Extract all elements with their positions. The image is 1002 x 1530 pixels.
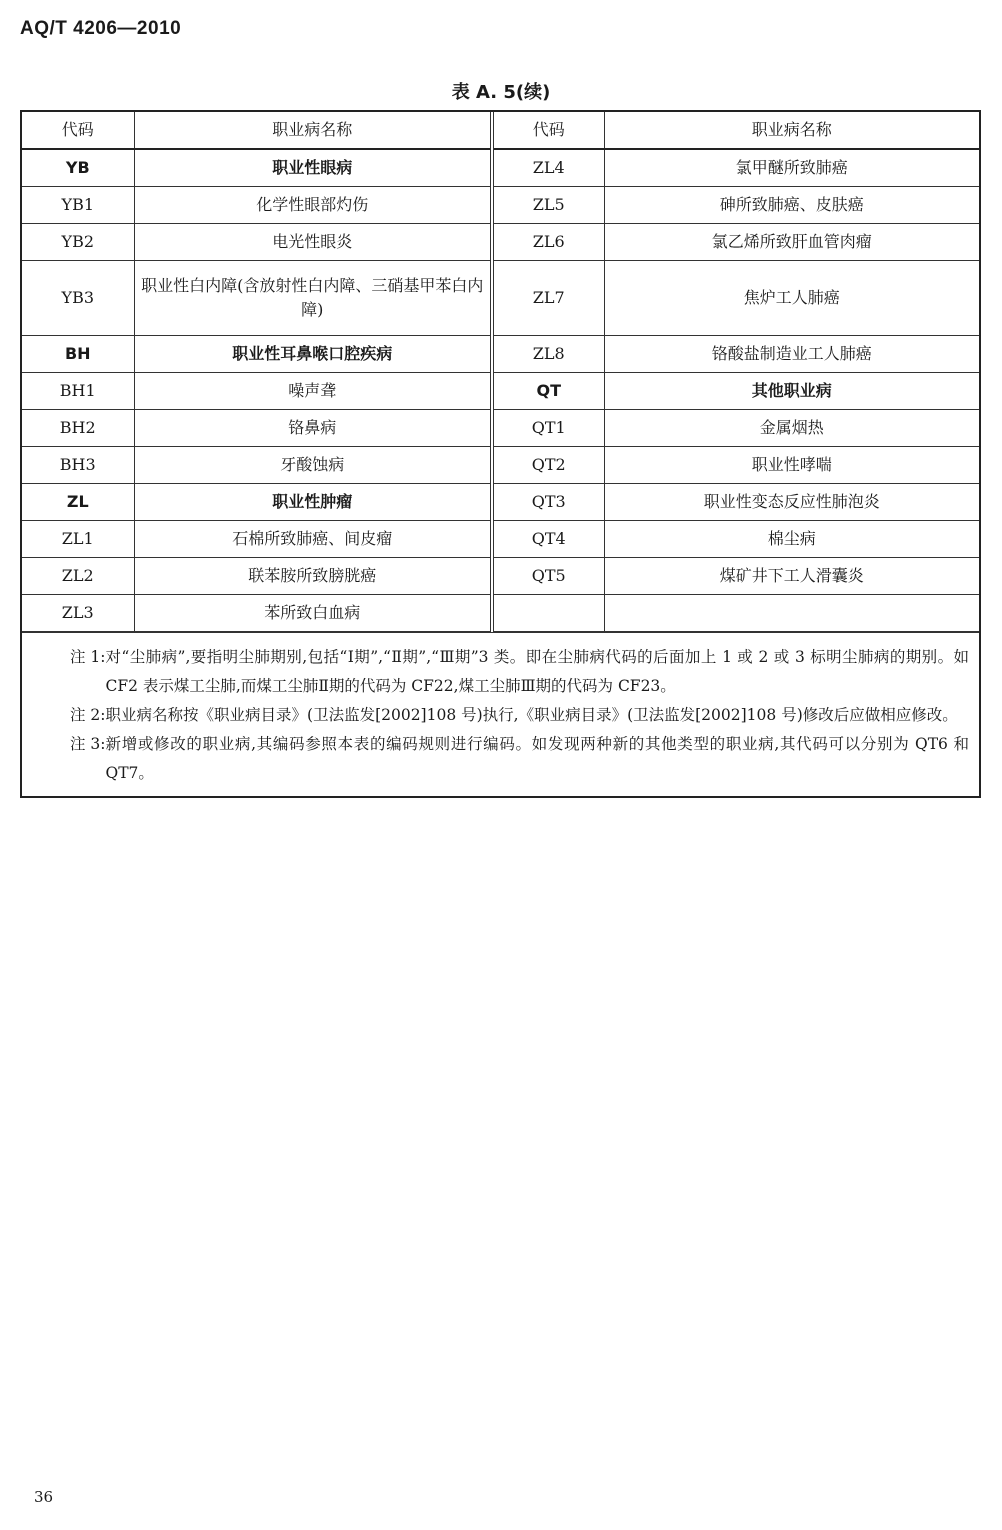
table-note [34, 730, 969, 788]
note-label: 注 1: [70, 648, 106, 666]
table-header-row [22, 112, 979, 149]
disease-name-left: 化学性眼部灼伤 [134, 187, 492, 224]
disease-code-right: QT5 [492, 558, 604, 595]
disease-code-left: YB2 [22, 224, 134, 261]
disease-name-right: 职业性哮喘 [604, 447, 979, 484]
disease-code-left: BH1 [22, 373, 134, 410]
disease-name-right: 砷所致肺癌、皮肤癌 [604, 187, 979, 224]
disease-code-left: ZL [22, 484, 134, 521]
disease-code-right: ZL4 [492, 149, 604, 187]
disease-name-left: 联苯胺所致膀胱癌 [134, 558, 492, 595]
disease-name-left: 职业性耳鼻喉口腔疾病 [134, 336, 492, 373]
disease-name-right: 金属烟热 [604, 410, 979, 447]
disease-code-left: ZL1 [22, 521, 134, 558]
disease-code-right: QT3 [492, 484, 604, 521]
disease-name-left: 牙酸蚀病 [134, 447, 492, 484]
disease-code-right: QT2 [492, 447, 604, 484]
disease-code-table [20, 110, 981, 798]
disease-code-left: BH3 [22, 447, 134, 484]
table-row [22, 373, 979, 410]
disease-code-right: ZL6 [492, 224, 604, 261]
disease-name-right: 其他职业病 [604, 373, 979, 410]
disease-name-right: 焦炉工人肺癌 [604, 261, 979, 336]
note-text: 新增或修改的职业病,其编码参照本表的编码规则进行编码。如发现两种新的其他类型的职业病,其代码可以分别为 QT6 和 QT7。 [105, 735, 969, 782]
standard-number: AQ/T 4206—2010 [20, 18, 182, 39]
table-note [34, 701, 969, 730]
disease-name-right: 氯乙烯所致肝血管肉瘤 [604, 224, 979, 261]
disease-name-left: 噪声聋 [134, 373, 492, 410]
table-note [34, 643, 969, 701]
disease-code-right: QT [492, 373, 604, 410]
disease-code-right: ZL8 [492, 336, 604, 373]
disease-name-left: 苯所致白血病 [134, 595, 492, 632]
disease-code-left: BH2 [22, 410, 134, 447]
note-text: 对“尘肺病”,要指明尘肺期别,包括“Ⅰ期”,“Ⅱ期”,“Ⅲ期”3 类。即在尘肺病代码的后面加上 1 或 2 或 3 标明尘肺病的期别。如 CF2 表示煤工尘肺,而煤工尘肺Ⅱ期的代码为 CF22,煤工尘肺Ⅲ期的代码为 CF23。 [105, 648, 969, 695]
table-row [22, 521, 979, 558]
disease-name-right: 铬酸盐制造业工人肺癌 [604, 336, 979, 373]
table-row [22, 558, 979, 595]
disease-code-left: YB [22, 149, 134, 187]
table-title: 表 A. 5(续) [451, 82, 551, 103]
disease-name-left: 职业性白内障(含放射性白内障、三硝基甲苯白内障) [134, 261, 492, 336]
table-row [22, 447, 979, 484]
disease-name-right: 职业性变态反应性肺泡炎 [604, 484, 979, 521]
column-header-code-right: 代码 [492, 112, 604, 149]
table-row [22, 224, 979, 261]
disease-name-left: 铬鼻病 [134, 410, 492, 447]
disease-code-right: QT4 [492, 521, 604, 558]
note-label: 注 2: [70, 706, 106, 724]
disease-name-right: 氯甲醚所致肺癌 [604, 149, 979, 187]
page-number: 36 [34, 1488, 54, 1506]
table-row [22, 595, 979, 632]
disease-code-left: ZL3 [22, 595, 134, 632]
disease-name-right: 棉尘病 [604, 521, 979, 558]
disease-name-left: 电光性眼炎 [134, 224, 492, 261]
disease-code-left: YB1 [22, 187, 134, 224]
table-notes [22, 632, 979, 796]
disease-code-left: BH [22, 336, 134, 373]
column-header-name-left: 职业病名称 [134, 112, 492, 149]
disease-code-right: ZL7 [492, 261, 604, 336]
disease-name-left: 石棉所致肺癌、间皮瘤 [134, 521, 492, 558]
table-row [22, 187, 979, 224]
disease-code-left: YB3 [22, 261, 134, 336]
note-text: 职业病名称按《职业病目录》(卫法监发[2002]108 号)执行,《职业病目录》(卫法监发[2002]108 号)修改后应做相应修改。 [105, 706, 958, 724]
table-row [22, 149, 979, 187]
disease-name-right [604, 595, 979, 632]
table-row [22, 336, 979, 373]
table-row [22, 261, 979, 336]
disease-code-right: ZL5 [492, 187, 604, 224]
table-row [22, 410, 979, 447]
disease-name-right: 煤矿井下工人滑囊炎 [604, 558, 979, 595]
disease-code-right: QT1 [492, 410, 604, 447]
code-table-grid [22, 112, 979, 632]
disease-name-left: 职业性眼病 [134, 149, 492, 187]
disease-code-right [492, 595, 604, 632]
disease-code-left: ZL2 [22, 558, 134, 595]
column-header-name-right: 职业病名称 [604, 112, 979, 149]
column-header-code-left: 代码 [22, 112, 134, 149]
note-label: 注 3: [70, 735, 106, 753]
disease-name-left: 职业性肿瘤 [134, 484, 492, 521]
table-row [22, 484, 979, 521]
